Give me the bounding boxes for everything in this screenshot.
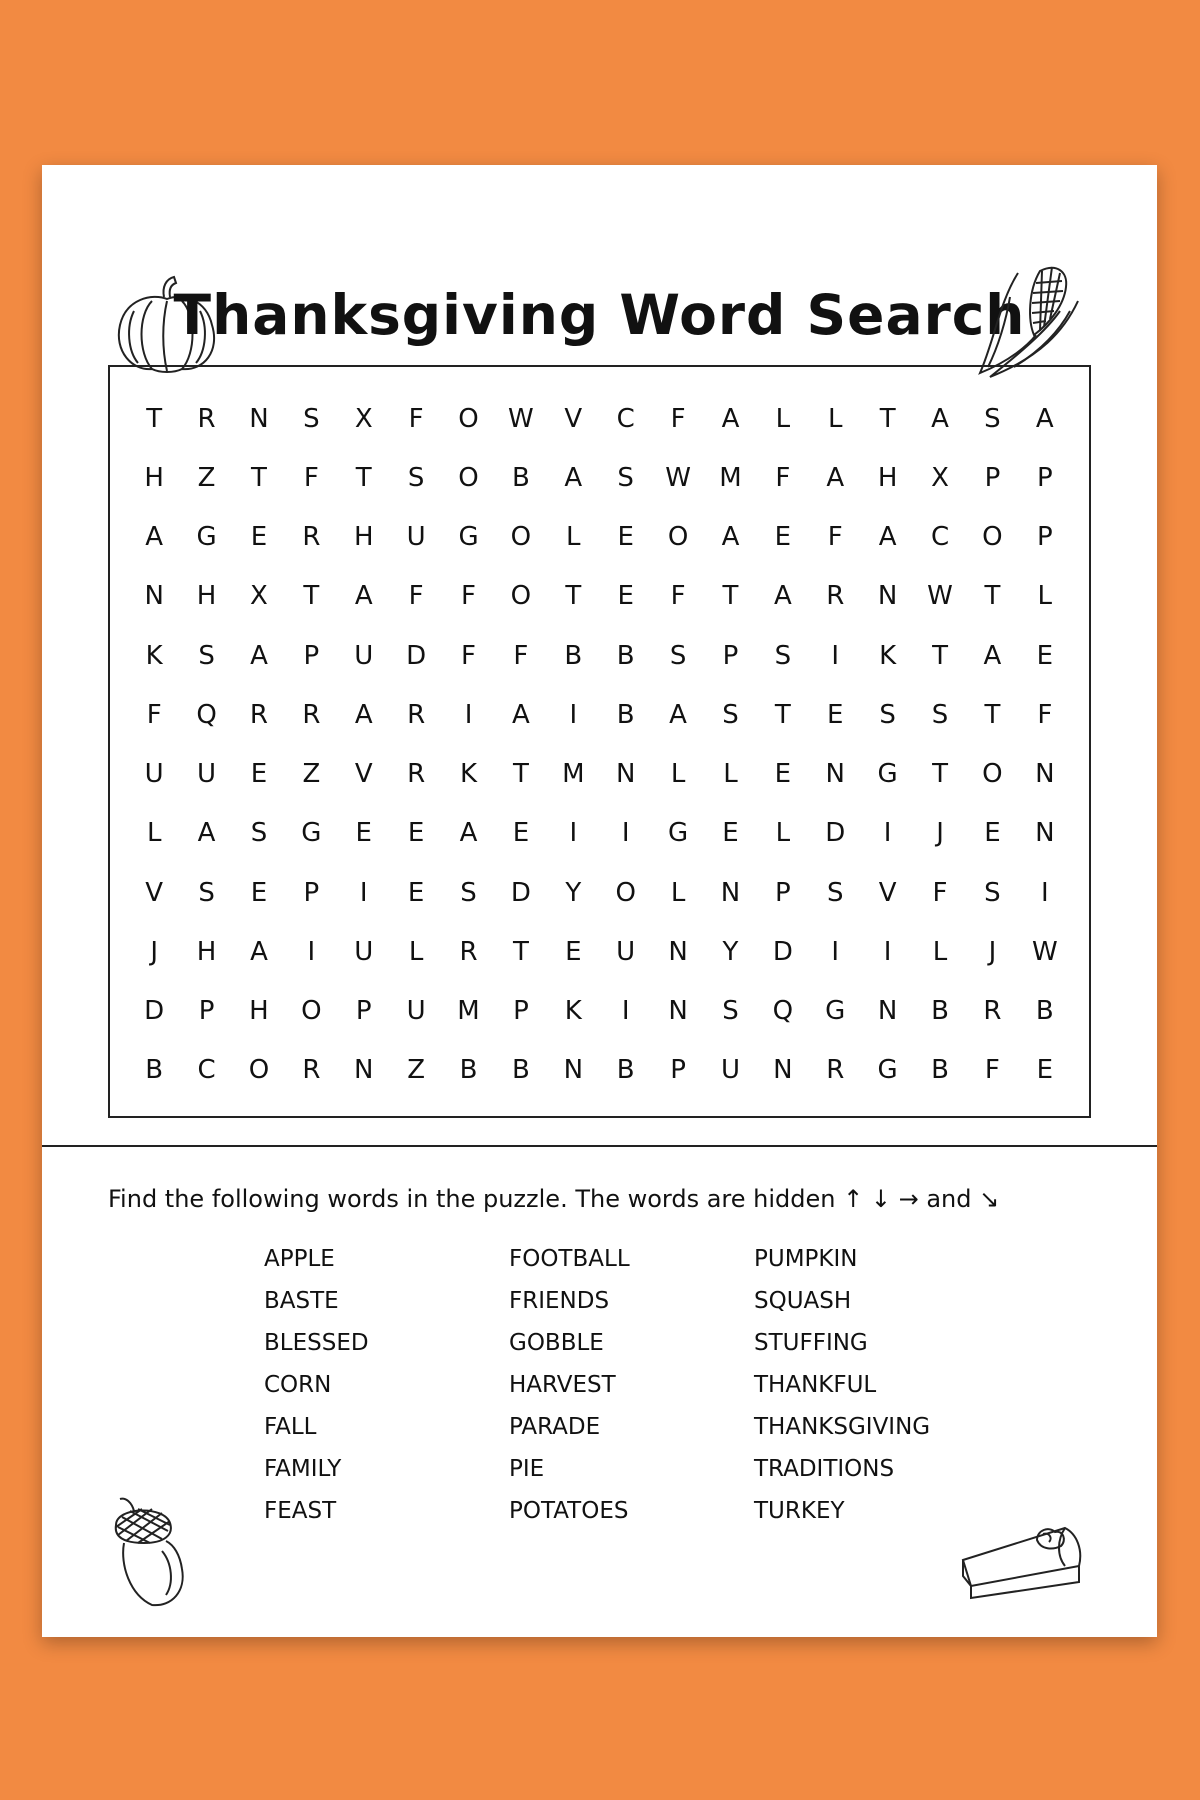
grid-letter: E — [984, 818, 1001, 849]
grid-letter: T — [146, 403, 163, 434]
grid-letter: D — [510, 877, 531, 908]
grid-letter: D — [144, 996, 165, 1027]
grid-letter: I — [883, 936, 892, 967]
grid-letter: F — [775, 462, 791, 493]
grid-letter: S — [198, 640, 215, 671]
word-item: APPLE — [264, 1246, 335, 1272]
grid-letter: G — [196, 522, 217, 553]
grid-letter: B — [616, 1055, 635, 1086]
grid-letter: E — [407, 877, 425, 908]
grid-letter: F — [408, 581, 424, 612]
word-item: PIE — [509, 1456, 545, 1482]
grid-letter: S — [774, 640, 792, 671]
word-search-grid — [108, 365, 1091, 1118]
grid-letter: P — [303, 877, 320, 908]
grid-letter: H — [353, 522, 374, 553]
grid-letter: O — [982, 522, 1003, 553]
grid-letter: P — [722, 640, 739, 671]
grid-letter: B — [145, 1055, 164, 1086]
grid-letter: E — [722, 818, 739, 849]
grid-letter: A — [197, 818, 216, 849]
grid-letter: T — [984, 699, 1001, 730]
grid-letter: U — [197, 759, 217, 790]
grid-letter: R — [407, 699, 426, 730]
grid-letter: Z — [407, 1055, 426, 1086]
grid-letter: P — [984, 462, 1001, 493]
grid-letter: F — [303, 462, 319, 493]
word-item: STUFFING — [754, 1330, 868, 1356]
grid-letter: A — [721, 403, 740, 434]
grid-letter: I — [307, 936, 316, 967]
grid-letter: F — [461, 640, 476, 671]
grid-letter: T — [932, 640, 948, 671]
grid-letter: N — [668, 996, 688, 1027]
grid-letter: M — [457, 996, 480, 1027]
grid-letter: N — [1035, 818, 1055, 849]
grid-letter: E — [1036, 640, 1054, 671]
grid-letter: U — [616, 936, 636, 967]
grid-letter: T — [512, 936, 529, 967]
grid-letter: T — [303, 581, 320, 612]
section-divider — [42, 1145, 1157, 1147]
grid-letter: A — [721, 522, 740, 553]
grid-letter: E — [250, 522, 268, 553]
word-item: POTATOES — [509, 1498, 629, 1524]
grid-letter: P — [775, 877, 791, 908]
grid-letter: C — [616, 403, 635, 434]
grid-letter: L — [146, 818, 162, 849]
grid-letter: N — [773, 1055, 793, 1086]
grid-letter: V — [145, 877, 164, 908]
grid-letter: N — [720, 877, 741, 908]
grid-letter: R — [197, 403, 216, 434]
word-list-column — [264, 1238, 509, 1532]
grid-letter: E — [355, 818, 372, 849]
grid-letter: X — [250, 581, 268, 612]
grid-letter: U — [406, 996, 426, 1027]
word-item: FAMILY — [264, 1456, 342, 1482]
grid-letter: U — [144, 759, 164, 790]
grid-letter: Q — [772, 996, 794, 1027]
grid-letter: R — [407, 759, 426, 790]
grid-letter: L — [670, 759, 686, 790]
grid-letter: P — [198, 996, 215, 1027]
grid-letter: A — [931, 403, 949, 434]
grid-letter: D — [406, 640, 427, 671]
grid-letter: M — [719, 462, 742, 493]
grid-letter: O — [458, 462, 479, 493]
grid-letter: B — [616, 640, 635, 671]
grid-letter: O — [248, 1055, 270, 1086]
grid-letter: F — [670, 403, 686, 434]
page-title: Thanksgiving Word Search — [173, 283, 1026, 347]
grid-letter: T — [722, 581, 739, 612]
grid-letter: R — [826, 1055, 845, 1086]
grid-letter: G — [301, 818, 322, 849]
word-item: THANKFUL — [754, 1372, 877, 1398]
grid-letter: U — [406, 522, 426, 553]
grid-letter: B — [616, 699, 635, 730]
word-list-column — [754, 1238, 999, 1532]
grid-letter: L — [775, 403, 791, 434]
grid-letter: K — [459, 759, 478, 790]
grid-letter: U — [354, 640, 374, 671]
grid-letter: B — [564, 640, 583, 671]
grid-letter: N — [354, 1055, 374, 1086]
grid-letter: I — [569, 699, 578, 730]
grid-letter: O — [301, 996, 322, 1027]
word-item: FRIENDS — [509, 1288, 610, 1314]
grid-letter: K — [145, 640, 163, 671]
grid-letter: N — [877, 581, 898, 612]
grid-letter: L — [723, 759, 738, 790]
word-item: FEAST — [264, 1498, 337, 1524]
grid-letter: B — [511, 462, 530, 493]
grid-letter: H — [249, 996, 269, 1027]
grid-letter: V — [564, 403, 583, 434]
grid-letter: P — [1036, 462, 1053, 493]
grid-letter: R — [249, 699, 268, 730]
grid-letter: D — [825, 818, 846, 849]
word-item: THANKSGIVING — [754, 1414, 931, 1440]
grid-letter: Y — [565, 877, 582, 908]
grid-letter: W — [927, 581, 953, 612]
grid-letter: N — [877, 996, 898, 1027]
grid-letter: R — [826, 581, 845, 612]
grid-letter: E — [512, 818, 530, 849]
grid-letter: C — [197, 1055, 216, 1086]
grid-letter: I — [464, 699, 473, 730]
grid-letter: R — [459, 936, 478, 967]
grid-letter: A — [250, 640, 268, 671]
grid-letter: X — [354, 403, 373, 434]
grid-letter: A — [354, 699, 373, 730]
grid-letter: R — [983, 996, 1002, 1027]
grid-letter: W — [665, 462, 691, 493]
pie-slice-icon — [957, 1520, 1087, 1605]
grid-letter: S — [879, 699, 896, 730]
word-list-column — [509, 1238, 754, 1532]
grid-letter: S — [722, 699, 739, 730]
grid-letter: N — [668, 936, 688, 967]
grid-letter: P — [355, 996, 372, 1027]
grid-letter: Z — [302, 759, 321, 790]
grid-letter: T — [879, 403, 896, 434]
grid-letter: B — [1035, 996, 1054, 1027]
word-item: BLESSED — [264, 1330, 369, 1356]
grid-letter: Y — [722, 936, 739, 967]
grid-letter: V — [354, 759, 373, 790]
grid-letter: L — [408, 936, 424, 967]
grid-letter: T — [932, 759, 948, 790]
grid-letter: N — [144, 581, 164, 612]
grid-letter: I — [1040, 877, 1049, 908]
grid-letter: E — [827, 699, 844, 730]
grid-letter: W — [1031, 936, 1058, 967]
grid-letter: C — [930, 522, 950, 553]
grid-letter: L — [932, 936, 948, 967]
grid-letter: T — [774, 699, 791, 730]
grid-letter: T — [984, 581, 1001, 612]
grid-letter: E — [407, 818, 425, 849]
grid-letter: F — [670, 581, 686, 612]
word-item: PARADE — [509, 1414, 601, 1440]
grid-letter: O — [510, 581, 532, 612]
grid-letter: P — [513, 996, 529, 1027]
grid-letter: F — [1037, 699, 1053, 730]
grid-letter: J — [988, 936, 997, 967]
grid-letter: N — [825, 759, 845, 790]
instructions-text: Find the following words in the puzzle. The words are hidden ↑ ↓ → and ↘ — [108, 1185, 1000, 1213]
grid-letter: E — [250, 877, 268, 908]
grid-letter: D — [772, 936, 793, 967]
grid-letter: E — [250, 759, 268, 790]
grid-letter: A — [459, 818, 478, 849]
grid-letter: N — [1035, 759, 1055, 790]
grid-letter: F — [513, 640, 529, 671]
grid-letter: S — [250, 818, 268, 849]
word-item: TURKEY — [754, 1498, 845, 1524]
grid-letter: U — [354, 936, 374, 967]
grid-letter: P — [1036, 522, 1053, 553]
grid-letter: J — [936, 818, 944, 849]
grid-letter: O — [615, 877, 636, 908]
grid-letter: A — [250, 936, 268, 967]
grid-letter: R — [302, 699, 321, 730]
word-item: PUMPKIN — [754, 1246, 858, 1272]
grid-letter: N — [615, 759, 636, 790]
grid-letter: O — [982, 759, 1003, 790]
grid-letter: G — [458, 522, 479, 553]
grid-letter: R — [302, 1055, 321, 1086]
word-item: HARVEST — [509, 1372, 616, 1398]
grid-letter: N — [563, 1055, 584, 1086]
grid-letter: S — [460, 877, 477, 908]
grid-letter: S — [198, 877, 215, 908]
grid-letter: E — [565, 936, 582, 967]
grid-letter: S — [303, 403, 320, 434]
word-item: FALL — [264, 1414, 317, 1440]
grid-letter: F — [461, 581, 476, 612]
grid-letter: L — [670, 877, 686, 908]
grid-letter: F — [827, 522, 843, 553]
grid-letter: E — [774, 759, 792, 790]
grid-letter: F — [932, 877, 948, 908]
grid-letter: S — [722, 996, 739, 1027]
corn-icon — [970, 261, 1082, 381]
grid-letter: G — [877, 1055, 898, 1086]
grid-letter: O — [667, 522, 689, 553]
grid-letter: A — [773, 581, 792, 612]
grid-letter: J — [150, 936, 159, 967]
grid-letter: V — [878, 877, 897, 908]
word-list — [264, 1238, 964, 1532]
grid-letter: H — [196, 581, 217, 612]
grid-letter: R — [302, 522, 321, 553]
grid-letter: W — [508, 403, 534, 434]
grid-letter: T — [251, 462, 267, 493]
grid-letter: H — [877, 462, 898, 493]
grid-letter: O — [510, 522, 532, 553]
grid-letter: X — [931, 462, 949, 493]
grid-letter: O — [458, 403, 479, 434]
grid-letter: L — [1037, 581, 1053, 612]
grid-letter: T — [355, 462, 372, 493]
grid-letter: L — [775, 818, 791, 849]
grid-letter: A — [1035, 403, 1054, 434]
grid-letter: Z — [197, 462, 216, 493]
grid-letter: B — [511, 1055, 530, 1086]
grid-letter: H — [144, 462, 164, 493]
grid-letter: U — [720, 1055, 740, 1086]
grid-letter: E — [1036, 1055, 1054, 1086]
grid-letter: N — [249, 403, 269, 434]
grid-letter: S — [984, 877, 1001, 908]
word-item: SQUASH — [754, 1288, 852, 1314]
grid-letter: I — [569, 818, 578, 849]
grid-letter: L — [827, 403, 843, 434]
grid-letter: Q — [196, 699, 217, 730]
word-item: TRADITIONS — [754, 1456, 895, 1482]
grid-letter: B — [459, 1055, 478, 1086]
grid-letter: I — [621, 818, 630, 849]
grid-letter: F — [408, 403, 424, 434]
grid-letter: A — [354, 581, 373, 612]
grid-letter: S — [669, 640, 687, 671]
grid-letter: E — [617, 581, 634, 612]
grid-letter: S — [984, 403, 1001, 434]
grid-letter: T — [565, 581, 582, 612]
acorn-icon — [102, 1495, 192, 1610]
word-item: CORN — [264, 1372, 332, 1398]
grid-letter: A — [878, 522, 897, 553]
grid-letter: G — [667, 818, 689, 849]
grid-letter: A — [512, 699, 530, 730]
grid-letter: H — [196, 936, 217, 967]
grid-letter: I — [359, 877, 368, 908]
grid-letter: B — [931, 996, 949, 1027]
worksheet — [42, 165, 1157, 1637]
grid-letter: S — [826, 877, 844, 908]
grid-letter: A — [564, 462, 583, 493]
grid-letter: I — [883, 818, 892, 849]
grid-letter: L — [566, 522, 581, 553]
grid-letter: A — [669, 699, 687, 730]
grid-letter: T — [512, 759, 529, 790]
word-item: FOOTBALL — [509, 1246, 630, 1272]
grid-letter: A — [145, 522, 164, 553]
grid-letter: I — [831, 936, 840, 967]
grid-letter: F — [984, 1055, 1000, 1086]
grid-letter: A — [826, 462, 845, 493]
grid-letter: M — [562, 759, 585, 790]
grid-letter: I — [621, 996, 630, 1027]
word-item: BASTE — [264, 1288, 339, 1314]
grid-letter: E — [617, 522, 634, 553]
grid-letter: S — [617, 462, 634, 493]
grid-letter: G — [825, 996, 846, 1027]
word-item: GOBBLE — [509, 1330, 604, 1356]
grid-letter: I — [831, 640, 840, 671]
grid-letter: S — [931, 699, 949, 730]
grid-letter: G — [877, 759, 898, 790]
grid-letter: E — [774, 522, 792, 553]
grid-letter: K — [879, 640, 897, 671]
grid-letter: A — [983, 640, 1002, 671]
grid-letter: K — [564, 996, 582, 1027]
grid-letter: S — [407, 462, 425, 493]
grid-letter: P — [670, 1055, 686, 1086]
grid-letter: F — [146, 699, 162, 730]
grid-letter: P — [303, 640, 320, 671]
grid-letter: B — [931, 1055, 949, 1086]
